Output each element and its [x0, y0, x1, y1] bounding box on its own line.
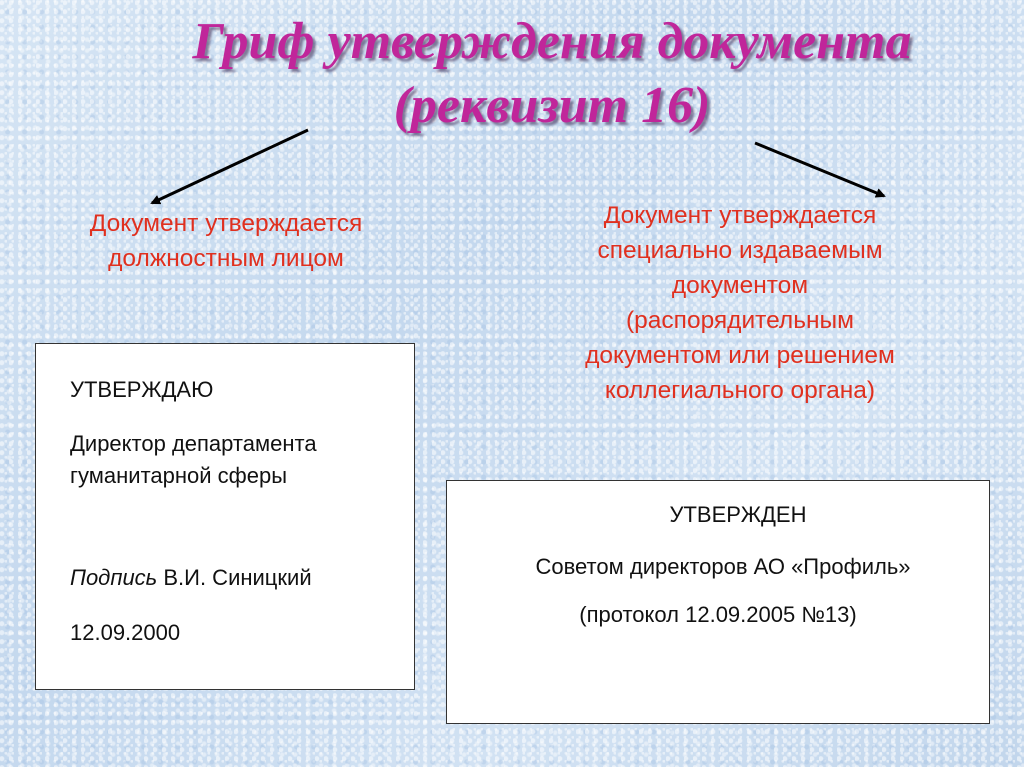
position-line: Директор департамента: [70, 431, 317, 456]
position-line: гуманитарной сферы: [70, 463, 288, 488]
approval-date: 12.09.2000: [70, 620, 181, 645]
left-arrow: [152, 130, 308, 203]
caption-right-line: документом или решением: [585, 342, 895, 369]
signature-line: [70, 562, 312, 594]
caption-left: [20, 206, 432, 276]
caption-right-line: коллегиального органа): [604, 377, 876, 404]
approve-heading: УТВЕРЖДАЮ: [70, 377, 214, 402]
approval-stamp-official: [35, 343, 415, 690]
right-arrow: [755, 143, 884, 196]
title-line-2: (реквизит 16): [393, 77, 711, 134]
caption-right-line: специально издаваемым: [597, 237, 883, 264]
approved-by: Советом директоров АО «Профиль»: [535, 554, 911, 579]
protocol-reference: (протокол 12.09.2005 №13): [579, 602, 857, 627]
caption-right: [480, 198, 1000, 408]
caption-right-line: Документ утверждается: [603, 202, 877, 229]
approved-heading: УТВЕРЖДЕН: [669, 502, 807, 527]
title-line-1: Гриф утверждения документа: [192, 13, 912, 70]
signature-name: В.И. Синицкий: [157, 565, 312, 590]
official-position: [70, 428, 400, 492]
approval-stamp-document: [446, 480, 990, 724]
caption-right-line: документом: [671, 272, 809, 299]
caption-right-line: (распорядительным: [626, 307, 854, 334]
caption-left-line: Документ утверждается: [89, 210, 363, 237]
caption-left-line: должностным лицом: [108, 245, 344, 272]
signature-label: Подпись: [70, 565, 158, 590]
